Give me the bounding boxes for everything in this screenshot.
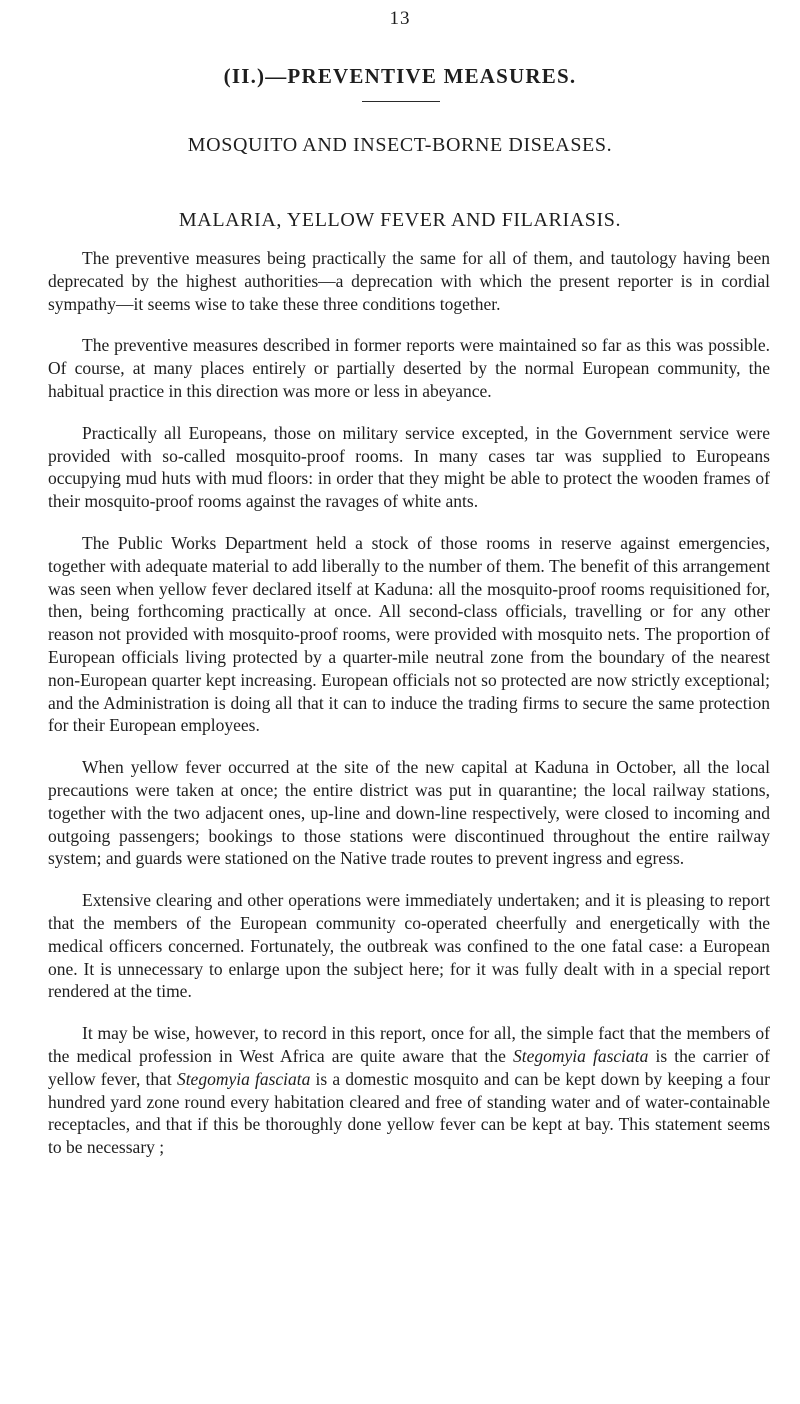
species-name: Stegomyia fasciata	[176, 1068, 311, 1089]
section-subheading: MOSQUITO AND INSECT-BORNE DISEASES.	[187, 134, 613, 156]
paragraph-text: is the carrier of yellow fever, that	[48, 1045, 771, 1089]
paragraph: When yellow fever occurred at the site of the new capital at Kaduna in October, all the local precautions were taken at once; the entire district was put in quarantine; the local railway stations, together with the two adjacent ones, up-line and down-line respectively, were closed to incoming and outgoing passengers; bookings to those stations were discontinued throughout the entire railway system; and guards were stationed on the Native trade routes to prevent ingress and egress.	[48, 757, 770, 869]
paragraph	[48, 1022, 770, 1159]
paragraph: Practically all Europeans, those on military service excepted, in the Government service were provided with so-called mosquito-proof rooms. In many cases tar was supplied to Europeans occupying mud huts with mud floors: in order that they might be able to protect the wooden frames of their mosquito-proof rooms against the ravages of white ants.	[48, 422, 770, 512]
heading-divider	[362, 101, 440, 102]
section-heading: (II.)—PREVENTIVE MEASURES.	[223, 64, 577, 88]
paragraph: The Public Works Department held a stock of those rooms in reserve against emergencies, together with adequate material to add liberally to the number of them. The benefit of this arrangement was seen when yellow fever declared itself at Kaduna: all the mosquito-proof rooms requisitioned for, then, being forthcoming practically at once. All second-class officials, travelling or for any other reason not provided with mosquito-proof rooms, were provided with mosquito nets. The proportion of European officials living protected by a quarter-mile neutral zone from the boundary of the nearest non-European quarter kept increasing. European officials not so protected are now strictly exceptional; and the Administration is doing all that it can to induce the trading firms to secure the same protection for their European employees.	[48, 532, 770, 736]
paragraph-text: It may be wise, however, to record in this report, once for all, the simple fact that the members of the medical profession in West Africa are quite aware that the	[48, 1023, 770, 1066]
paragraph: The preventive measures being practically the same for all of them, and tautology having been deprecated by the highest authorities—a deprecation with which the present reporter is in cordial sympathy—it seems wise to take these three conditions together.	[48, 248, 770, 314]
species-name: Stegomyia fasciata	[512, 1045, 649, 1066]
paragraph-text: is a domestic mosquito and can be kept down by keeping a four hundred yard zone round every habitation cleared and free of standing water and of water-containable receptacles, and that if this be thoroughly done yellow fever can be kept at bay. This statement seems to be necessary ;	[48, 1068, 770, 1158]
paragraph: Extensive clearing and other operations were immediately undertaken; and it is pleasing to report that the members of the European community co-operated cheerfully and energetically with the medical officers concerned. Fortunately, the outbreak was confined to the one fatal case: a European one. It is unnecessary to enlarge upon the subject here; for it was fully dealt with in a special report rendered at the time.	[48, 890, 770, 1002]
diseases-subheading: MALARIA, YELLOW FEVER AND FILARIASIS.	[178, 209, 622, 231]
body-text	[48, 247, 770, 1178]
paragraph: The preventive measures described in former reports were maintained so far as this was possible. Of course, at many places entirely or partially deserted by the normal European community, the habitual practice in this direction was more or less in abeyance.	[48, 335, 770, 401]
page-number: 13	[389, 8, 411, 29]
